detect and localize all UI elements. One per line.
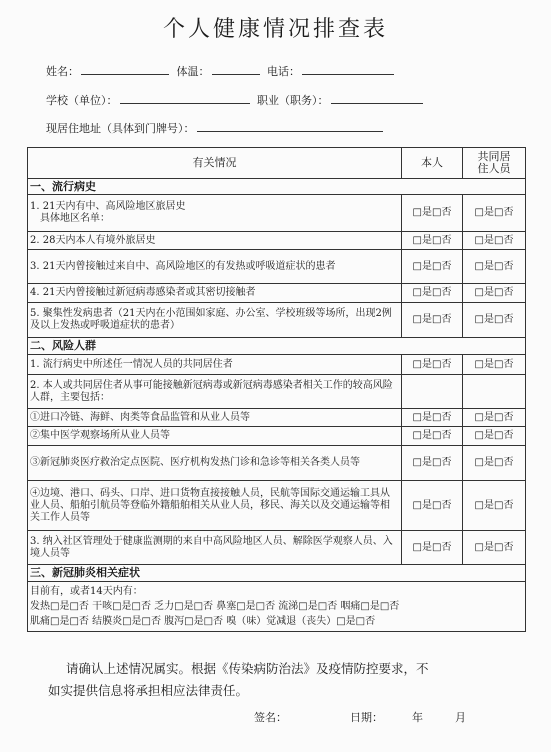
cohab-checkbox[interactable]: □是□否 [463,446,526,481]
cohab-checkbox[interactable]: □是□否 [463,409,526,427]
symptoms-row [28,582,526,632]
month-label: 月 [455,711,466,724]
header-cohabitant [463,148,526,179]
row-text: 2. 本人或共同居住者从事可能接触新冠病毒或新冠病毒感染者相关工作的较高风险人群，主要包括： [28,375,402,409]
self-checkbox[interactable]: □是□否 [402,427,463,446]
job-field[interactable] [331,94,423,104]
field-row-3 [46,120,387,136]
self-checkbox[interactable]: □是□否 [402,409,463,427]
symptoms-cell [28,582,526,632]
symptoms-intro: 目前有，或者14天内有： [30,586,143,597]
cohab-checkbox[interactable]: □是□否 [463,303,526,338]
cohab-checkbox[interactable]: □是□否 [463,481,526,531]
address-label: 现居住地址（具体到门牌号）： [46,122,195,135]
row-text: 3. 纳入社区管理处于健康监测期的来自中高风险地区人员、解除医学观察人员、入境人员等 [28,531,402,565]
self-checkbox[interactable]: □是□否 [402,355,463,375]
self-checkbox[interactable]: □是□否 [402,303,463,338]
temperature-label: 体温： [176,65,210,78]
job-label: 职业（职务）： [257,94,329,107]
self-checkbox[interactable]: □是□否 [402,531,463,565]
table-row [28,284,526,303]
row-text: ①进口冷链、海鲜、肉类等食品监管和从业人员等 [28,409,402,427]
phone-field[interactable] [302,65,394,75]
table-row [28,446,526,481]
form-title: 个人健康情况排查表 [162,17,388,42]
row-text: 4. 21天内曾接触过新冠病毒感染者或其密切接触者 [28,284,402,303]
school-field[interactable] [120,94,250,104]
table-header-row [28,148,526,179]
self-checkbox[interactable]: □是□否 [402,250,463,284]
table-row [28,375,526,409]
date-label: 日期： [350,711,383,724]
name-field[interactable] [81,65,169,75]
row-text: 5. 聚集性发病患者（21天内在小范围如家庭、办公室、学校班级等场所，出现2例及以上发热或呼吸道症状的患者） [28,303,402,338]
self-checkbox[interactable]: □是□否 [402,232,463,250]
cohab-checkbox[interactable]: □是□否 [463,195,526,232]
section-row [28,179,526,195]
self-checkbox[interactable]: □是□否 [402,481,463,531]
health-table [27,147,526,632]
section-symptoms: 三、新冠肺炎相关症状 [28,565,526,582]
field-row-1 [46,63,398,79]
table-row [28,531,526,565]
year-label: 年 [412,711,423,724]
symptoms-checklist-2[interactable]: 肌痛□是□否 结膜炎□是□否 腹泻□是□否 嗅（味）觉减退（丧失）□是□否 [30,616,376,627]
row-text-line: 1. 21天内有中、高风险地区旅居史 [30,201,186,212]
row-text [28,195,402,232]
section-row [28,565,526,582]
header-situation: 有关情况 [28,148,402,179]
section-risk-groups: 二、风险人群 [28,338,526,355]
section-row [28,338,526,355]
field-row-2 [46,92,427,108]
temperature-field[interactable] [212,65,260,75]
table-row [28,427,526,446]
self-cell-empty [402,375,463,409]
table-row [28,195,526,232]
row-text-line: 具体地区名单： [40,213,110,224]
signature-label: 签名： [254,711,287,724]
row-text: 3. 21天内曾接触过来自中、高风险地区的有发热或呼吸道症状的患者 [28,250,402,284]
table-row [28,409,526,427]
self-checkbox[interactable]: □是□否 [402,284,463,303]
phone-label: 电话： [267,65,300,78]
header-cohab-line2: 住人员 [477,162,511,175]
row-text: 2. 28天内本人有境外旅居史 [28,232,402,250]
header-cohab-line1: 共同居 [477,150,511,163]
header-self: 本人 [402,148,463,179]
row-text: ③新冠肺炎医疗救治定点医院、医疗机构发热门诊和急诊等相关各类人员等 [28,446,402,481]
row-text: ④边境、港口、码头、口岸、进口货物直接接触人员，民航等国际交通运输工具从业人员、船舶引航员等登临外籍船舶相关从业人员，移民、海关以及交通运输等相关工作人员等 [28,481,402,531]
cohab-checkbox[interactable]: □是□否 [463,355,526,375]
table-row [28,355,526,375]
symptoms-checklist-1[interactable]: 发热□是□否 干咳□是□否 乏力□是□否 鼻塞□是□否 流涕□是□否 咽痛□是□否 [30,601,400,612]
table-row [28,250,526,284]
self-checkbox[interactable]: □是□否 [402,195,463,232]
declaration-line-2: 如实提供信息将承担相应法律责任。 [48,683,249,698]
cohab-cell-empty [463,375,526,409]
table-row [28,303,526,338]
cohab-checkbox[interactable]: □是□否 [463,250,526,284]
self-checkbox[interactable]: □是□否 [402,446,463,481]
row-text: ②集中医学观察场所从业人员等 [28,427,402,446]
cohab-checkbox[interactable]: □是□否 [463,232,526,250]
cohab-checkbox[interactable]: □是□否 [463,284,526,303]
cohab-checkbox[interactable]: □是□否 [463,531,526,565]
table-row [28,232,526,250]
declaration-line-1: 请确认上述情况属实。根据《传染病防治法》及疫情防控要求，不 [66,661,429,676]
cohab-checkbox[interactable]: □是□否 [463,427,526,446]
address-field[interactable] [197,122,383,132]
section-epidemiology: 一、流行病史 [28,179,526,195]
name-label: 姓名： [46,65,79,78]
row-text: 1. 流行病史中所述任一情况人员的共同居住者 [28,355,402,375]
table-row [28,481,526,531]
school-label: 学校（单位）： [46,94,118,107]
